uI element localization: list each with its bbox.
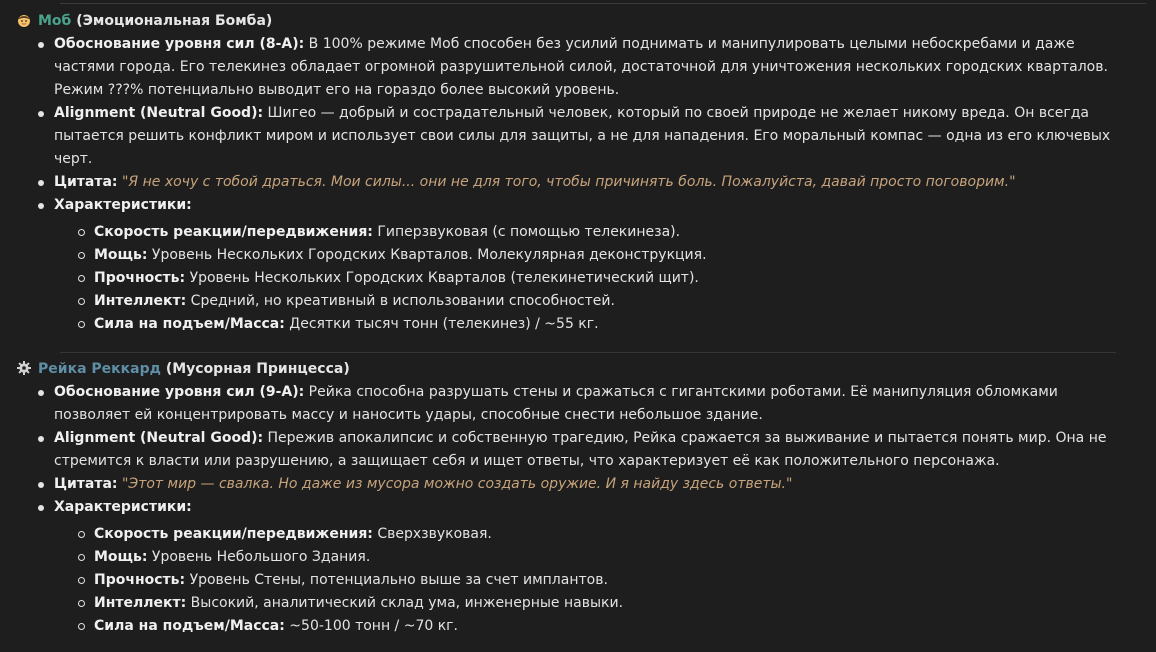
stat-value: Уровень Нескольких Городских Кварталов. Молекулярная деконструкция. [147, 247, 707, 263]
stat-item [0, 290, 1134, 313]
character-name[interactable]: Рейка Реккард [38, 361, 161, 377]
stat-label: Интеллект: [94, 595, 187, 611]
character-title: (Эмоциональная Бомба) [76, 13, 273, 29]
stat-value: Десятки тысяч тонн (телекинез) / ~55 кг. [284, 316, 599, 332]
character-section-reika [0, 358, 1156, 638]
stat-item [0, 546, 1134, 569]
bullet-icon [38, 482, 44, 488]
list-item [0, 496, 1156, 638]
stat-item [0, 615, 1134, 638]
character-title: (Мусорная Принцесса) [165, 361, 350, 377]
stat-label: Скорость реакции/передвижения: [94, 526, 373, 542]
item-label: Цитата: [54, 476, 118, 492]
stat-label: Сила на подъем/Масса: [94, 618, 285, 634]
item-label: Характеристики: [54, 499, 192, 515]
item-label: Цитата: [54, 174, 118, 190]
bullet-icon [38, 203, 44, 209]
item-label: Обоснование уровня сил (8-А): [54, 36, 305, 52]
circle-bullet-icon [78, 298, 85, 305]
stat-value: Гиперзвуковая (с помощью телекинеза). [372, 224, 681, 240]
circle-bullet-icon [78, 600, 85, 607]
stat-value: Уровень Стены, потенциально выше за счет имплантов. [185, 572, 608, 588]
stat-label: Мощь: [94, 549, 148, 565]
stat-label: Сила на подъем/Масса: [94, 316, 285, 332]
character-name[interactable]: Моб [38, 13, 72, 29]
stat-label: Мощь: [94, 247, 148, 263]
item-label: Alignment (Neutral Good): [54, 105, 264, 121]
item-text: Шигео — добрый и сострадательный человек, который по своей природе не желает никому вреда. Он всегда пытается решить конфликт миром и использует свои силы для защиты, а не для нападения. Его моральный компас — одна из его ключевых черт. [54, 105, 1111, 167]
stat-item [0, 221, 1134, 244]
list-item [0, 427, 1156, 473]
list-item [0, 194, 1156, 336]
circle-bullet-icon [78, 554, 85, 561]
list-item [0, 102, 1156, 171]
circle-bullet-icon [78, 275, 85, 282]
stat-label: Интеллект: [94, 293, 187, 309]
circle-bullet-icon [78, 531, 85, 538]
character-section-mob [0, 10, 1156, 336]
stat-item [0, 569, 1134, 592]
stat-label: Прочность: [94, 572, 186, 588]
stat-item [0, 313, 1134, 336]
stat-value: Высокий, аналитический склад ума, инженерные навыки. [186, 595, 624, 611]
bullet-icon [38, 390, 44, 396]
item-text: Рейка способна разрушать стены и сражаться с гигантскими роботами. Её манипуляция обломками позволяет ей концентрировать массу и наносить удары, способные снести небольшое здание. [54, 384, 1058, 423]
stat-value: Средний, но креативный в использовании способностей. [186, 293, 615, 309]
list-item [0, 171, 1156, 194]
bullet-icon [38, 180, 44, 186]
character-heading [0, 10, 1156, 33]
list-item [0, 33, 1156, 102]
section-divider [60, 352, 1116, 353]
list-item [0, 381, 1156, 427]
stat-item [0, 244, 1134, 267]
top-divider [60, 3, 1146, 4]
item-label: Обоснование уровня сил (9-А): [54, 384, 305, 400]
item-label: Характеристики: [54, 197, 192, 213]
stat-item [0, 592, 1134, 615]
stat-item [0, 267, 1134, 290]
stat-label: Скорость реакции/передвижения: [94, 224, 373, 240]
quote-text: "Я не хочу с тобой драться. Мои силы... они не для того, чтобы причинять боль. Пожалуйста, давай просто поговорим." [121, 174, 1016, 190]
bullet-icon [38, 505, 44, 511]
circle-bullet-icon [78, 577, 85, 584]
circle-bullet-icon [78, 321, 85, 328]
character-details-list [0, 33, 1156, 336]
gear-icon [16, 360, 32, 376]
stat-value: Сверхзвуковая. [372, 526, 492, 542]
item-text: В 100% режиме Моб способен без усилий поднимать и манипулировать целыми небоскребами и даже частями города. Его телекинез обладает огромной разрушительной силой, достаточной для уничтожения нескольких городских кварталов. Режим ???% потенциально выводит его на гораздо более высокий уровень. [54, 36, 1108, 98]
item-text: Пережив апокалипсис и собственную трагедию, Рейка сражается за выживание и пытается понять мир. Она не стремится к власти или разрушению, а защищает себя и ищет ответы, что характеризует её как положительного персонажа. [54, 430, 1107, 469]
circle-bullet-icon [78, 252, 85, 259]
stat-label: Прочность: [94, 270, 186, 286]
bullet-icon [38, 436, 44, 442]
stat-value: ~50-100 тонн / ~70 кг. [284, 618, 458, 634]
list-item [0, 473, 1156, 496]
face-emoji-icon [16, 12, 32, 28]
quote-text: "Этот мир — свалка. Но даже из мусора можно создать оружие. И я найду здесь ответы." [121, 476, 793, 492]
circle-bullet-icon [78, 229, 85, 236]
bullet-icon [38, 42, 44, 48]
character-details-list [0, 381, 1156, 638]
stat-value: Уровень Небольшого Здания. [147, 549, 371, 565]
bullet-icon [38, 111, 44, 117]
circle-bullet-icon [78, 623, 85, 630]
item-label: Alignment (Neutral Good): [54, 430, 264, 446]
stat-item [0, 523, 1134, 546]
character-heading [0, 358, 1156, 381]
stats-list [54, 523, 1134, 638]
stats-list [54, 221, 1134, 336]
stat-value: Уровень Нескольких Городских Кварталов (телекинетический щит). [185, 270, 699, 286]
